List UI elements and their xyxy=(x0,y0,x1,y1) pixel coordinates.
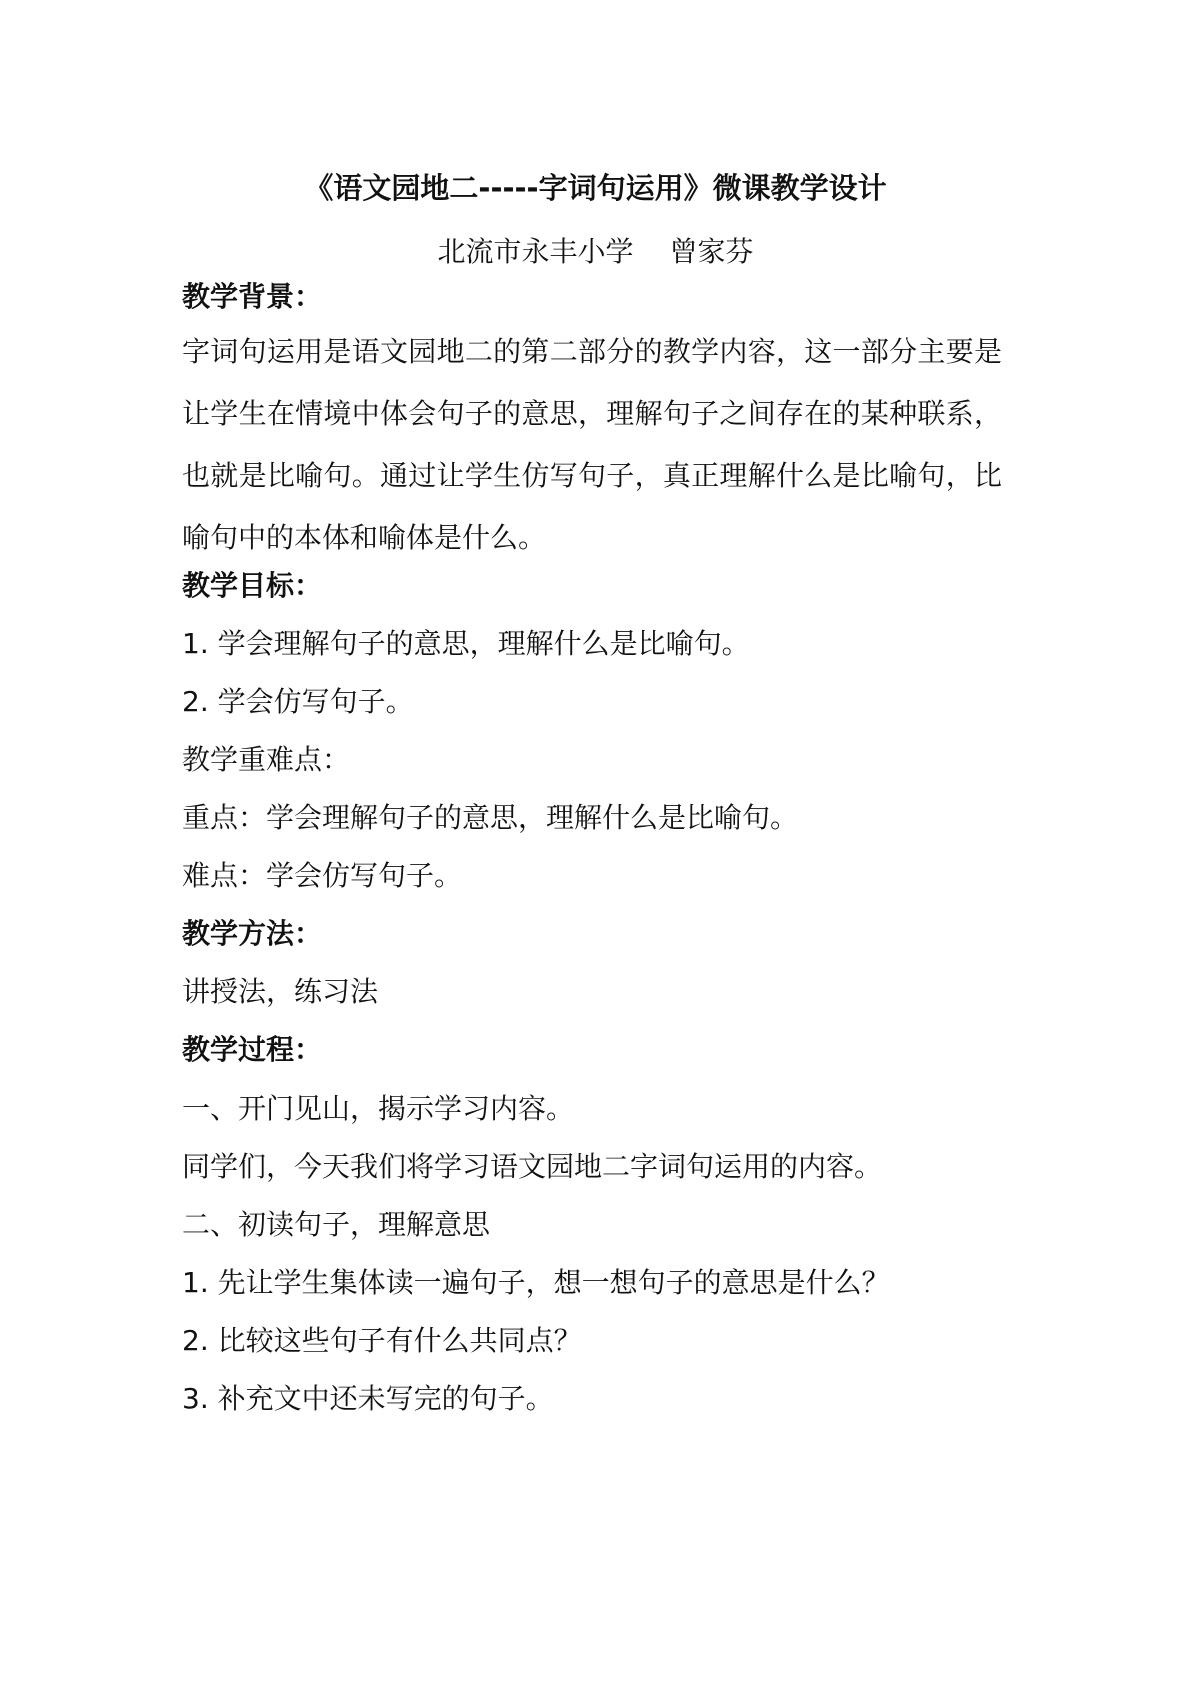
background-paragraph: 字词句运用是语文园地二的第二部分的教学内容，这一部分主要是让学生在情境中体会句子的意思，理解句子之间存在的某种联系，也就是比喻句。通过让学生仿写句子，真正理解什么是比喻句，比喻句中的本体和喻体是什么。 xyxy=(182,335,1002,554)
goal-item-2: 2. 学会仿写句子。 xyxy=(182,685,414,718)
background-heading: 教学背景： xyxy=(182,280,323,313)
document-title: 《语文园地二-----字词句运用》微课教学设计 xyxy=(304,171,887,205)
key-point-focus: 重点：学会理解句子的意思，理解什么是比喻句。 xyxy=(182,801,799,834)
author-school: 北流市永丰小学 xyxy=(437,235,634,268)
goals-heading: 教学目标： xyxy=(182,569,323,602)
methods-heading: 教学方法： xyxy=(182,917,323,950)
process-step2-item-2: 2. 比较这些句子有什么共同点？ xyxy=(182,1324,582,1357)
key-points-heading: 教学重难点： xyxy=(182,743,351,776)
author-name: 曾家芬 xyxy=(669,235,754,268)
methods-text: 讲授法，练习法 xyxy=(182,975,379,1008)
author-line xyxy=(0,232,1191,272)
process-step2-item-1: 1. 先让学生集体读一遍句子，想一想句子的意思是什么？ xyxy=(182,1266,890,1299)
goal-item-1: 1. 学会理解句子的意思，理解什么是比喻句。 xyxy=(182,627,750,660)
process-step2-title: 二、初读句子，理解意思 xyxy=(182,1208,491,1241)
key-point-difficulty: 难点：学会仿写句子。 xyxy=(182,859,463,892)
process-heading: 教学过程： xyxy=(182,1033,323,1066)
process-step1-text: 同学们，今天我们将学习语文园地二字词句运用的内容。 xyxy=(182,1150,883,1183)
process-step2-item-3: 3. 补充文中还未写完的句子。 xyxy=(182,1382,554,1415)
process-step1-title: 一、开门见山，揭示学习内容。 xyxy=(182,1092,575,1125)
